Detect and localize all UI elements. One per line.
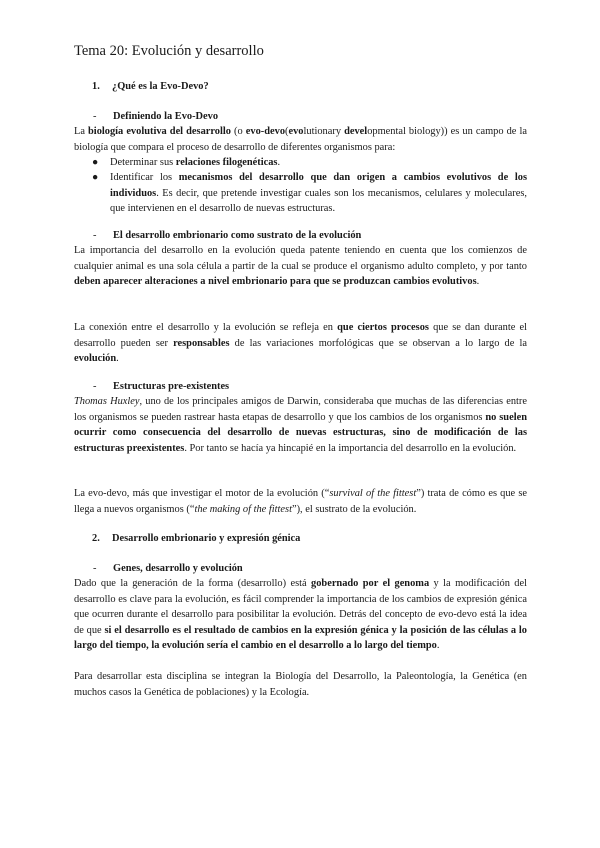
- subsection-heading-definiendo: [93, 110, 218, 123]
- paragraph-genoma: Dado que la generación de la forma (desarrollo) está gobernado por el genoma y la modificación del desarrollo es clave para la evolución, es fácil comprender la importancia de los cambios de expresión génica que ocurren durante el desarrollo para posibilitar la evolución. Detrás del concepto de evo-devo está la idea de que si el desarrollo es el resultado de cambios en la expresión génica y la posición de las células a lo largo del tiempo, la evolución sería el cambio en el desarrollo a lo largo del tiempo.: [74, 578, 527, 651]
- bullet-item-relaciones: ● Determinar sus relaciones filogenéticas.: [92, 155, 527, 171]
- subsection-heading-sustrato: [93, 229, 361, 242]
- subsection-label: Genes, desarrollo y evolución: [113, 563, 243, 574]
- subsection-heading-genes: [93, 562, 243, 575]
- subsection-label: El desarrollo embrionario como sustrato de la evolución: [113, 230, 362, 241]
- bullet-dot: ●: [92, 157, 99, 168]
- dash-marker: -: [93, 563, 97, 574]
- paragraph-conexion: La conexión entre el desarrollo y la evolución se refleja en que ciertos procesos que se dan durante el desarrollo pueden ser responsables de las variaciones morfológicas que se observan a lo largo de la evolución.: [74, 322, 527, 364]
- section-label: Desarrollo embrionario y expresión génica: [112, 533, 301, 544]
- section-number: 1.: [92, 81, 100, 92]
- dash-marker: -: [93, 111, 97, 122]
- paragraph-evo-devo-definition: La biología evolutiva del desarrollo (o evo-devo(evolutionary developmental biology)) es un campo de la biología que compara el proceso de desarrollo de diferentes organismos para:: [74, 126, 527, 153]
- bullet-dot: ●: [92, 172, 99, 183]
- dash-marker: -: [93, 381, 97, 392]
- subsection-label: Definiendo la Evo-Devo: [113, 111, 219, 122]
- dash-marker: -: [93, 230, 97, 241]
- paragraph-importancia: La importancia del desarrollo en la evolución queda patente teniendo en cuenta que los comienzos de cualquier animal es una sola célula a partir de la cual se produce el organismo adulto completo, y por tanto deben aparecer alteraciones a nivel embrionario para que se produzcan cambios evolutivos.: [74, 245, 527, 287]
- paragraph-survival: La evo-devo, más que investigar el motor de la evolución (“survival of the fittest”) trata de cómo es que se llega a nuevos organismos (“the making of the fittest”), el sustrato de la evolución.: [74, 488, 527, 515]
- subsection-label: Estructuras pre-existentes: [113, 381, 230, 392]
- section-heading-2: [92, 532, 300, 545]
- document-title: Tema 20: Evolución y desarrollo: [74, 43, 264, 59]
- bullet-item-mecanismos: ● Identificar los mecanismos del desarrollo que dan origen a cambios evolutivos de los individuos. Es decir, que pretende investigar cuales son los mecanismos, celulares y moleculares, que intervienen en el desarrollo de nuevas estructuras.: [92, 172, 527, 214]
- section-heading-1: [92, 80, 209, 93]
- paragraph-huxley: Thomas Huxley, uno de los principales amigos de Darwin, consideraba que muchas de las diferencias entre los organismos se pueden rastrear hasta etapas de desarrollo y que los cambios de los organismos no suelen ocurrir como consecuencia del desarrollo de nuevas estructuras, sino de modificación de las estructuras preexistentes. Por tanto se hacía ya hincapié en la importancia del desarrollo en la evolución.: [74, 396, 527, 454]
- paragraph-disciplinas: Para desarrollar esta disciplina se integran la Biología del Desarrollo, la Paleontología, la Genética (en muchos casos la Genética de poblaciones) y la Ecología.: [74, 671, 527, 698]
- section-number: 2.: [92, 533, 100, 544]
- section-label: ¿Qué es la Evo-Devo?: [112, 81, 209, 92]
- subsection-heading-estructuras: [93, 380, 229, 393]
